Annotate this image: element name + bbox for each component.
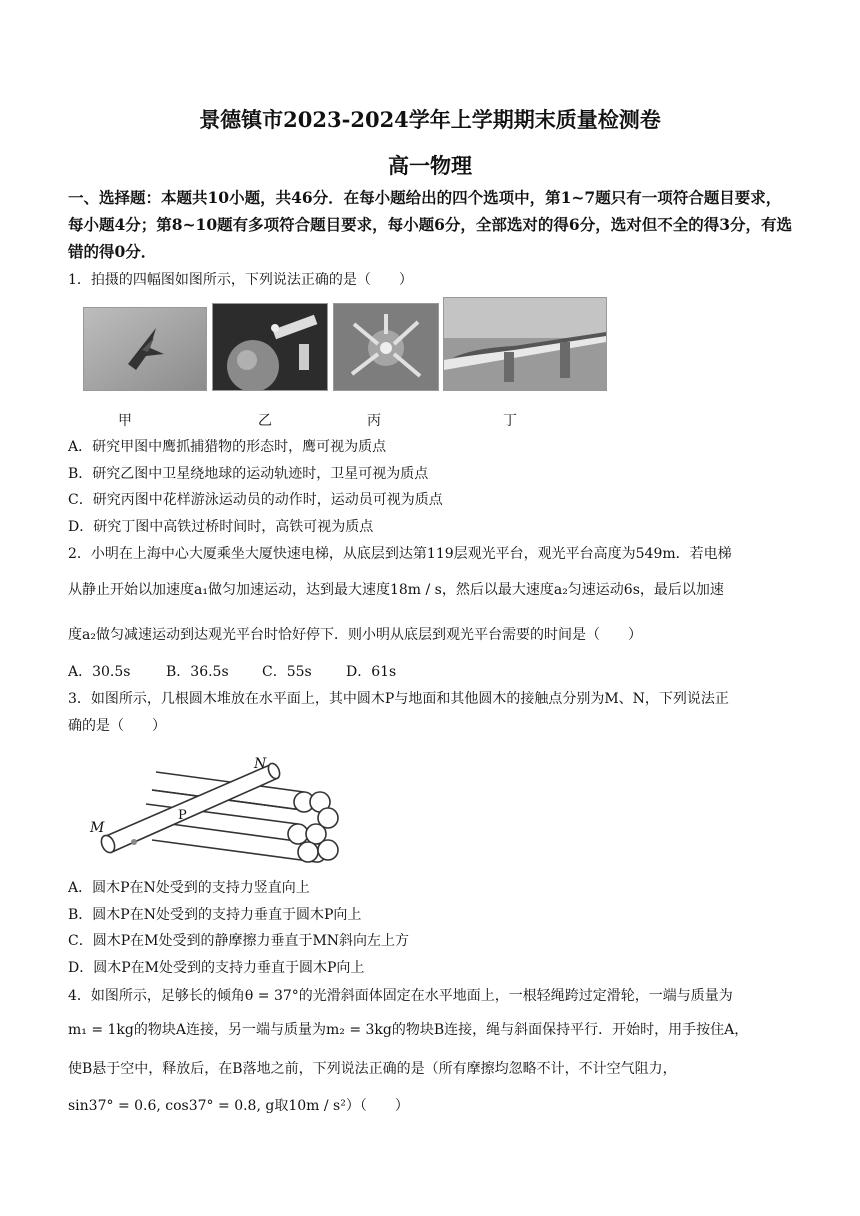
photo-eagle bbox=[83, 307, 207, 391]
photo-swimmers bbox=[333, 303, 439, 391]
photo-highspeed-train bbox=[443, 297, 607, 391]
exam-title: 景德镇市2023-2024学年上学期期末质量检测卷 bbox=[199, 107, 661, 132]
q4-line-1: 4．如图所示，足够长的倾角θ = 37°的光滑斜面体固定在水平地面上，一根轻绳跨过定滑轮，一端与质量为 bbox=[68, 988, 733, 1004]
q2-option-d: D．61s bbox=[346, 664, 397, 680]
q2-option-b: B．36.5s bbox=[166, 664, 229, 680]
caption-bing: 丙 bbox=[367, 413, 381, 429]
q1-option-d: D．研究丁图中高铁过桥时间时，高铁可视为质点 bbox=[68, 519, 374, 535]
caption-ding: 丁 bbox=[503, 413, 517, 429]
photo-satellite bbox=[212, 303, 328, 391]
label-n: N bbox=[254, 756, 267, 772]
q4-line-4: sin37° = 0.6, cos37° = 0.8, g取10m / s²）（ ） bbox=[68, 1098, 409, 1114]
q3-option-c: C．圆木P在M处受到的静摩擦力垂直于MN斜向左上方 bbox=[68, 933, 410, 949]
q1-option-b: B．研究乙图中卫星绕地球的运动轨迹时，卫星可视为质点 bbox=[68, 466, 429, 482]
q1-option-a: A．研究甲图中鹰抓捕猎物的形态时，鹰可视为质点 bbox=[68, 439, 387, 455]
q2-line-2: 从静止开始以加速度a₁做匀加速运动，达到最大速度18m / s，然后以最大速度a₂匀速运动6s，最后以加速 bbox=[68, 582, 724, 598]
caption-jia: 甲 bbox=[118, 413, 132, 429]
q4-line-2: m₁ = 1kg的物块A连接，另一端与质量为m₂ = 3kg的物块B连接，绳与斜面保持平行．开始时，用手按住A， bbox=[68, 1022, 749, 1038]
exam-subtitle: 高一物理 bbox=[388, 153, 472, 178]
q1-stem: 1．拍摄的四幅图如图所示，下列说法正确的是（ ） bbox=[68, 272, 413, 288]
q3-option-a: A．圆木P在N处受到的支持力竖直向上 bbox=[68, 880, 310, 896]
caption-yi: 乙 bbox=[258, 413, 272, 429]
q3-line-1: 3．如图所示，几根圆木堆放在水平面上，其中圆木P与地面和其他圆木的接触点分别为M、N，下列说法正 bbox=[68, 691, 729, 707]
q2-option-a: A．30.5s bbox=[68, 664, 131, 680]
label-m: M bbox=[90, 820, 105, 836]
figure-logs bbox=[86, 746, 360, 864]
q2-option-c: C．55s bbox=[262, 664, 312, 680]
q3-option-b: B．圆木P在N处受到的支持力垂直于圆木P向上 bbox=[68, 907, 362, 923]
q3-option-d: D．圆木P在M处受到的支持力垂直于圆木P向上 bbox=[68, 960, 365, 976]
section-instructions: 一、选择题：本题共10小题，共46分．在每小题给出的四个选项中，第1~7题只有一项符合题目要求，每小题4分；第8~10题有多项符合题目要求，每小题6分，全部选对的得6分，选对但不全的得3分，有选错的得0分． bbox=[68, 188, 792, 261]
q1-option-c: C．研究丙图中花样游泳运动员的动作时，运动员可视为质点 bbox=[68, 492, 443, 508]
q3-line-2: 确的是（ ） bbox=[68, 718, 166, 734]
q2-line-1: 2．小明在上海中心大厦乘坐大厦快速电梯，从底层到达第119层观光平台，观光平台高度为549m．若电梯 bbox=[68, 546, 732, 562]
q2-line-3: 度a₂做匀减速运动到达观光平台时恰好停下．则小明从底层到观光平台需要的时间是（ ） bbox=[68, 627, 642, 643]
label-p: P bbox=[178, 808, 187, 823]
q4-line-3: 使B悬于空中，释放后，在B落地之前，下列说法正确的是（所有摩擦均忽略不计，不计空气阻力， bbox=[68, 1061, 677, 1077]
